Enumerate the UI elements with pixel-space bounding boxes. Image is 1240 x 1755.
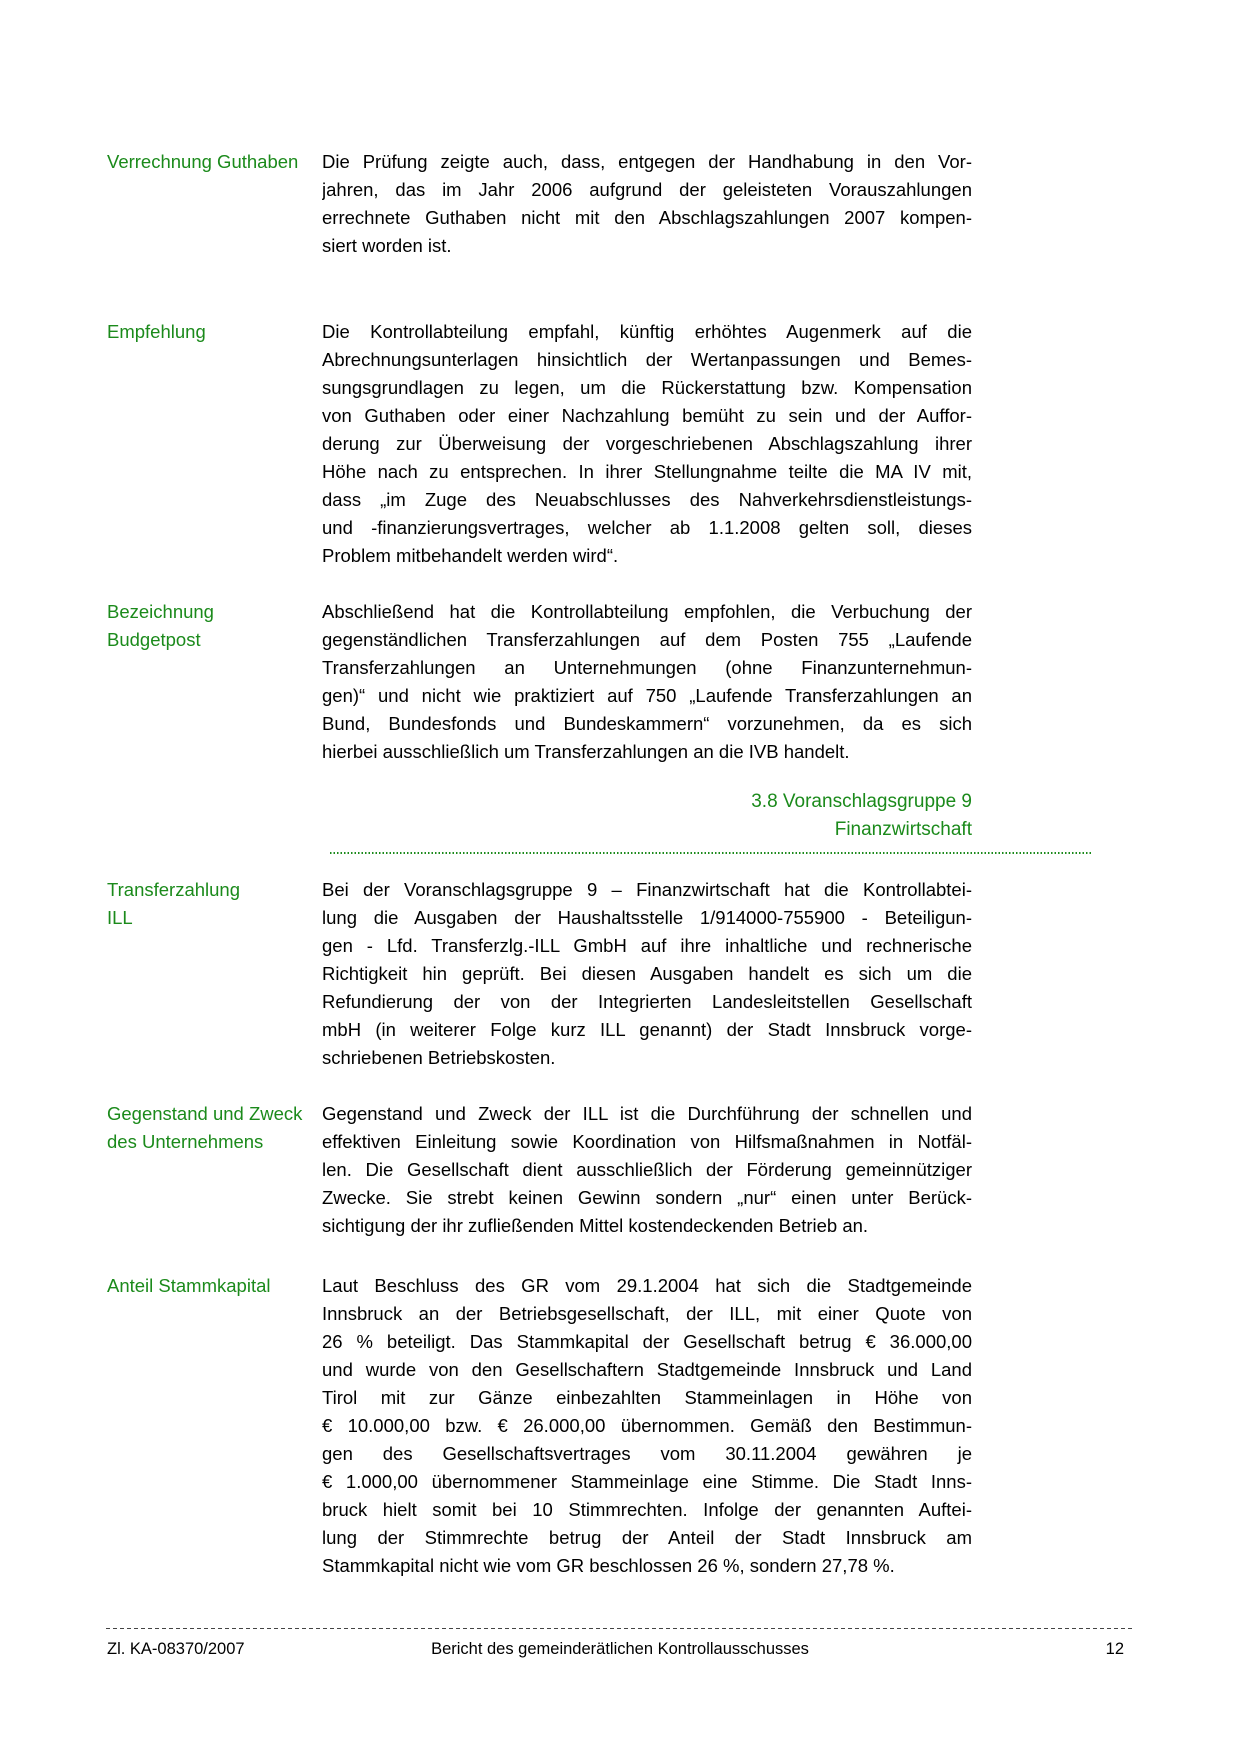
paragraph-line: € 10.000,00 bzw. € 26.000,00 übernommen. Gemäß den Bestimmun- <box>322 1415 972 1436</box>
margin-label-line: Empfehlung <box>107 321 206 342</box>
margin-label-line: ILL <box>107 907 133 928</box>
margin-label <box>107 1100 319 1156</box>
margin-label-line: Anteil Stammkapital <box>107 1275 271 1296</box>
paragraph-line: lung die Ausgaben der Haushaltsstelle 1/914000-755900 - Beteiligun- <box>322 907 972 928</box>
paragraph <box>322 318 972 570</box>
paragraph-line: Abschließend hat die Kontrollabteilung empfohlen, die Verbuchung der <box>322 601 972 622</box>
paragraph-line: Die Kontrollabteilung empfahl, künftig erhöhtes Augenmerk auf die <box>322 321 972 342</box>
paragraph-line: Gegenstand und Zweck der ILL ist die Durchführung der schnellen und <box>322 1103 972 1124</box>
paragraph-line: errechnete Guthaben nicht mit den Abschlagszahlungen 2007 kompen- <box>322 207 972 228</box>
section-heading <box>322 788 972 844</box>
paragraph-line: 26 % beteiligt. Das Stammkapital der Gesellschaft betrug € 36.000,00 <box>322 1331 972 1352</box>
paragraph-line: sungsgrundlagen zu legen, um die Rückerstattung bzw. Kompensation <box>322 377 972 398</box>
paragraph-line: Richtigkeit hin geprüft. Bei diesen Ausgaben handelt es sich um die <box>322 963 972 984</box>
paragraph-line: gegenständlichen Transferzahlungen auf dem Posten 755 „Laufende <box>322 629 972 650</box>
margin-label <box>107 1272 319 1300</box>
paragraph-line: hierbei ausschließlich um Transferzahlungen an die IVB handelt. <box>322 741 850 762</box>
margin-label-line: Verrechnung Guthaben <box>107 151 299 172</box>
paragraph-line: derung zur Überweisung der vorgeschriebenen Abschlagszahlung ihrer <box>322 433 972 454</box>
footer-title: Bericht des gemeinderätlichen Kontrollausschusses <box>431 1640 809 1658</box>
margin-label-line: des Unternehmens <box>107 1131 264 1152</box>
paragraph-line: Abrechnungsunterlagen hinsichtlich der Wertanpassungen und Bemes- <box>322 349 972 370</box>
paragraph-line: mbH (in weiterer Folge kurz ILL genannt) der Stadt Innsbruck vorge- <box>322 1019 972 1040</box>
paragraph-line: effektiven Einleitung sowie Koordination von Hilfsmaßnahmen in Notfäl- <box>322 1131 972 1152</box>
paragraph-line: sichtigung der ihr zufließenden Mittel kostendeckenden Betrieb an. <box>322 1215 869 1236</box>
paragraph-line: siert worden ist. <box>322 235 452 256</box>
margin-label <box>107 148 319 176</box>
footer-reference: Zl. KA-08370/2007 <box>107 1640 245 1658</box>
paragraph-line: jahren, das im Jahr 2006 aufgrund der geleisteten Vorauszahlungen <box>322 179 972 200</box>
paragraph-line: Die Prüfung zeigte auch, dass, entgegen der Handhabung in den Vor- <box>322 151 972 172</box>
footer-divider-dashed <box>106 1628 1134 1629</box>
margin-label-line: Gegenstand und Zweck <box>107 1103 303 1124</box>
paragraph-line: schriebenen Betriebskosten. <box>322 1047 556 1068</box>
margin-label <box>107 876 319 932</box>
paragraph <box>322 1100 972 1240</box>
paragraph-line: len. Die Gesellschaft dient ausschließlich der Förderung gemeinnütziger <box>322 1159 972 1180</box>
margin-label-line: Transferzahlung <box>107 879 240 900</box>
paragraph-line: und -finanzierungsvertrages, welcher ab 1.1.2008 gelten soll, dieses <box>322 517 972 538</box>
paragraph-line: Laut Beschluss des GR vom 29.1.2004 hat sich die Stadtgemeinde <box>322 1275 972 1296</box>
paragraph <box>322 876 972 1072</box>
section-heading-line-2: Finanzwirtschaft <box>834 819 972 840</box>
paragraph-line: und wurde von den Gesellschaftern Stadtgemeinde Innsbruck und Land <box>322 1359 972 1380</box>
paragraph <box>322 1272 972 1580</box>
paragraph-line: gen - Lfd. Transferzlg.-ILL GmbH auf ihre inhaltliche und rechnerische <box>322 935 972 956</box>
footer-page-number: 12 <box>1105 1640 1124 1658</box>
paragraph-line: Höhe nach zu entsprechen. In ihrer Stellungnahme teilte die MA IV mit, <box>322 461 972 482</box>
paragraph-line: Refundierung der von der Integrierten Landesleitstellen Gesellschaft <box>322 991 972 1012</box>
paragraph-line: von Guthaben oder einer Nachzahlung bemüht zu sein und der Auffor- <box>322 405 972 426</box>
paragraph-line: dass „im Zuge des Neuabschlusses des Nahverkehrsdienstleistungs- <box>322 489 972 510</box>
paragraph-line: Bei der Voranschlagsgruppe 9 – Finanzwirtschaft hat die Kontrollabtei- <box>322 879 972 900</box>
margin-label <box>107 598 319 654</box>
paragraph-line: lung der Stimmrechte betrug der Anteil der Stadt Innsbruck am <box>322 1527 972 1548</box>
paragraph-line: € 1.000,00 übernommener Stammeinlage eine Stimme. Die Stadt Inns- <box>322 1471 972 1492</box>
paragraph-line: Transferzahlungen an Unternehmungen (ohne Finanzunternehmun- <box>322 657 972 678</box>
paragraph-line: bruck hielt somit bei 10 Stimmrechten. Infolge der genannten Auftei- <box>322 1499 972 1520</box>
section-divider-dotted <box>330 852 1092 854</box>
margin-label <box>107 318 319 346</box>
margin-label-line: Bezeichnung <box>107 601 214 622</box>
margin-label-line: Budgetpost <box>107 629 201 650</box>
paragraph-line: Stammkapital nicht wie vom GR beschlossen 26 %, sondern 27,78 %. <box>322 1555 895 1576</box>
paragraph-line: Bund, Bundesfonds und Bundeskammern“ vorzunehmen, da es sich <box>322 713 972 734</box>
paragraph-line: gen)“ und nicht wie praktiziert auf 750 „Laufende Transferzahlungen an <box>322 685 972 706</box>
paragraph-line: gen des Gesellschaftsvertrages vom 30.11.2004 gewähren je <box>322 1443 972 1464</box>
paragraph-line: Tirol mit zur Gänze einbezahlten Stammeinlagen in Höhe von <box>322 1387 972 1408</box>
section-heading-line-1: 3.8 Voranschlagsgruppe 9 <box>751 791 972 812</box>
paragraph-line: Innsbruck an der Betriebsgesellschaft, der ILL, mit einer Quote von <box>322 1303 972 1324</box>
paragraph-line: Zwecke. Sie strebt keinen Gewinn sondern „nur“ einen unter Berück- <box>322 1187 972 1208</box>
paragraph-line: Problem mitbehandelt werden wird“. <box>322 545 619 566</box>
paragraph <box>322 148 972 260</box>
page-footer <box>106 1640 1134 1664</box>
paragraph <box>322 598 972 766</box>
